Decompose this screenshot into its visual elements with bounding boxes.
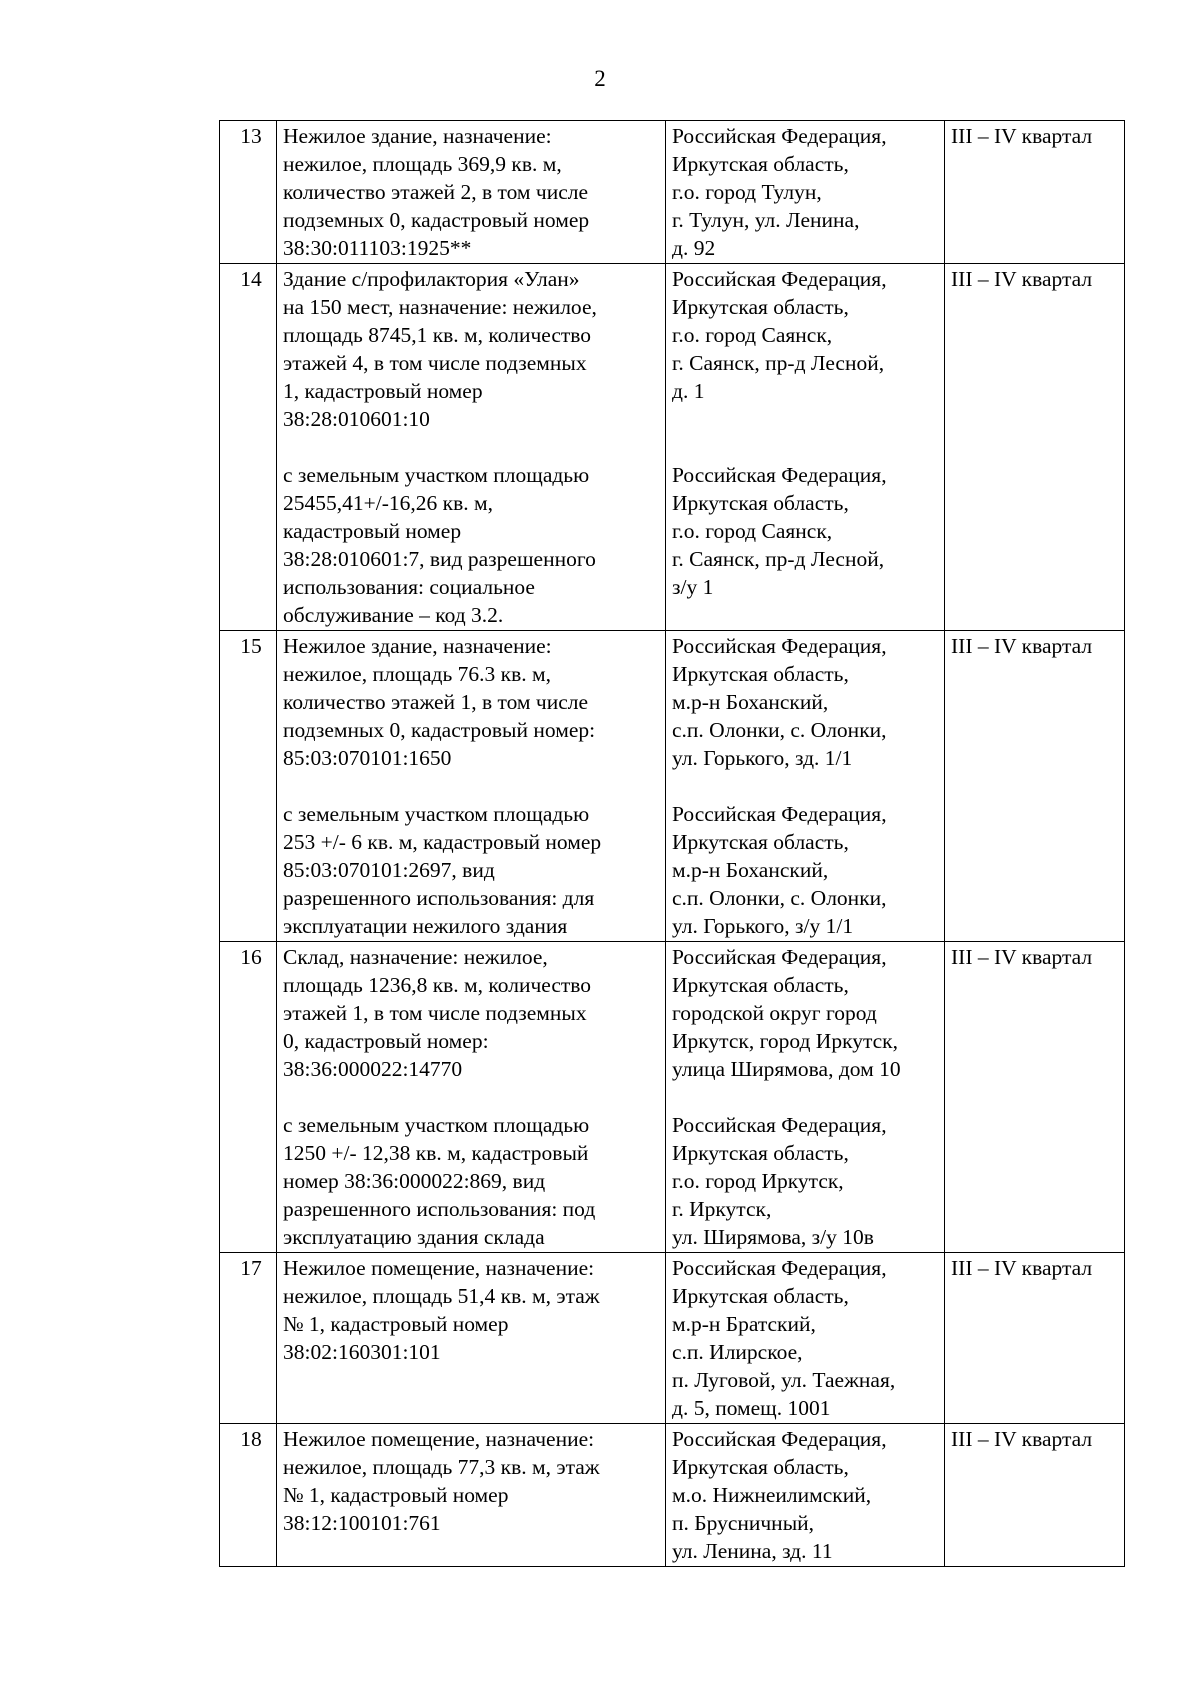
object-description-cell xyxy=(277,121,666,264)
description-line: нежилое, площадь 77,3 кв. м, этаж xyxy=(283,1455,600,1479)
object-description-cell xyxy=(277,1424,666,1567)
description-line: 38:12:100101:761 xyxy=(283,1511,441,1535)
table-row xyxy=(220,1253,1125,1424)
object-address-cell xyxy=(666,631,945,942)
address-line: г.о. город Иркутск, xyxy=(672,1169,844,1193)
address-line: г.о. город Саянск, xyxy=(672,323,833,347)
description-line: Нежилое здание, назначение: xyxy=(283,634,552,658)
address-line: Российская Федерация, xyxy=(672,1256,887,1280)
description-line: подземных 0, кадастровый номер xyxy=(283,208,590,232)
address-line: Российская Федерация, xyxy=(672,802,887,826)
property-table xyxy=(219,120,1125,1567)
description-line: кадастровый номер xyxy=(283,519,462,543)
address-line: Иркутская область, xyxy=(672,295,849,319)
object-description-cell xyxy=(277,1253,666,1424)
description-line: площадь 1236,8 кв. м, количество xyxy=(283,973,592,997)
description-line: 38:02:160301:101 xyxy=(283,1340,441,1364)
address-line: з/у 1 xyxy=(672,575,714,599)
block-spacer xyxy=(672,772,944,800)
description-line: Здание с/профилактория «Улан» xyxy=(283,267,580,291)
row-number: 14 xyxy=(220,264,277,631)
address-line: Иркутская область, xyxy=(672,152,849,176)
address-line: д. 92 xyxy=(672,236,716,260)
address-line: ул. Ширямова, з/у 10в xyxy=(672,1225,874,1249)
description-line: эксплуатацию здания склада xyxy=(283,1225,545,1249)
object-address-cell xyxy=(666,942,945,1253)
description-line: Нежилое помещение, назначение: xyxy=(283,1256,595,1280)
description-line: Нежилое помещение, назначение: xyxy=(283,1427,595,1451)
description-line: 38:28:010601:7, вид разрешенного xyxy=(283,547,596,571)
description-line: нежилое, площадь 76.3 кв. м, xyxy=(283,662,551,686)
address-line: г.о. город Тулун, xyxy=(672,180,822,204)
description-line: этажей 1, в том числе подземных xyxy=(283,1001,587,1025)
description-line: № 1, кадастровый номер xyxy=(283,1312,509,1336)
table-row xyxy=(220,1424,1125,1567)
table-row xyxy=(220,631,1125,942)
description-line: с земельным участком площадью xyxy=(283,802,590,826)
period-cell: III – IV квартал xyxy=(945,264,1125,631)
address-line: с.п. Илирское, xyxy=(672,1340,803,1364)
address-line: м.р-н Боханский, xyxy=(672,690,829,714)
address-line: с.п. Олонки, с. Олонки, xyxy=(672,718,887,742)
description-line: разрешенного использования: для xyxy=(283,886,595,910)
description-line: 0, кадастровый номер: xyxy=(283,1029,489,1053)
address-line: Иркутская область, xyxy=(672,1141,849,1165)
address-line: ул. Ленина, зд. 11 xyxy=(672,1539,833,1563)
description-line: с земельным участком площадью xyxy=(283,463,590,487)
object-address-cell xyxy=(666,121,945,264)
table-row xyxy=(220,942,1125,1253)
description-line: эксплуатации нежилого здания xyxy=(283,914,568,938)
description-line: 1, кадастровый номер xyxy=(283,379,483,403)
description-line: 253 +/- 6 кв. м, кадастровый номер xyxy=(283,830,602,854)
period-cell: III – IV квартал xyxy=(945,1253,1125,1424)
table-body xyxy=(220,121,1125,1567)
period-cell: III – IV квартал xyxy=(945,631,1125,942)
description-line: обслуживание – код 3.2. xyxy=(283,603,504,627)
address-line xyxy=(672,405,944,433)
description-line: 85:03:070101:1650 xyxy=(283,746,452,770)
address-line: Российская Федерация, xyxy=(672,267,887,291)
row-number: 16 xyxy=(220,942,277,1253)
address-line: Иркутская область, xyxy=(672,973,849,997)
address-line: д. 1 xyxy=(672,379,705,403)
description-line: количество этажей 1, в том числе xyxy=(283,690,589,714)
row-number: 18 xyxy=(220,1424,277,1567)
block-spacer xyxy=(283,1083,665,1111)
object-address-cell xyxy=(666,1253,945,1424)
description-line: использования: социальное xyxy=(283,575,535,599)
object-address-cell xyxy=(666,1424,945,1567)
row-number: 17 xyxy=(220,1253,277,1424)
object-description-cell xyxy=(277,264,666,631)
description-line: разрешенного использования: под xyxy=(283,1197,596,1221)
description-line: площадь 8745,1 кв. м, количество xyxy=(283,323,592,347)
address-line: г.о. город Саянск, xyxy=(672,519,833,543)
block-spacer xyxy=(283,772,665,800)
description-line: нежилое, площадь 51,4 кв. м, этаж xyxy=(283,1284,600,1308)
address-line: м.о. Нижнеилимский, xyxy=(672,1483,872,1507)
description-line: подземных 0, кадастровый номер: xyxy=(283,718,596,742)
row-number: 13 xyxy=(220,121,277,264)
page-number: 2 xyxy=(594,66,606,91)
table-row xyxy=(220,121,1125,264)
description-line: № 1, кадастровый номер xyxy=(283,1483,509,1507)
description-line: с земельным участком площадью xyxy=(283,1113,590,1137)
period-cell: III – IV квартал xyxy=(945,121,1125,264)
address-line: п. Брусничный, xyxy=(672,1511,815,1535)
address-line: Иркутская область, xyxy=(672,1284,849,1308)
row-number: 15 xyxy=(220,631,277,942)
address-line: г. Саянск, пр-д Лесной, xyxy=(672,547,885,571)
description-line: 1250 +/- 12,38 кв. м, кадастровый xyxy=(283,1141,589,1165)
address-line: ул. Горького, з/у 1/1 xyxy=(672,914,854,938)
address-line: м.р-н Боханский, xyxy=(672,858,829,882)
address-line: Иркутская область, xyxy=(672,662,849,686)
address-line: м.р-н Братский, xyxy=(672,1312,816,1336)
block-spacer xyxy=(283,433,665,461)
description-line: 85:03:070101:2697, вид xyxy=(283,858,495,882)
address-line: п. Луговой, ул. Таежная, xyxy=(672,1368,896,1392)
address-line: г. Саянск, пр-д Лесной, xyxy=(672,351,885,375)
address-line: Российская Федерация, xyxy=(672,1427,887,1451)
block-spacer xyxy=(672,1083,944,1111)
address-line: Иркутская область, xyxy=(672,491,849,515)
address-line: Российская Федерация, xyxy=(672,634,887,658)
object-description-cell xyxy=(277,942,666,1253)
description-line: этажей 4, в том числе подземных xyxy=(283,351,587,375)
description-line: 38:36:000022:14770 xyxy=(283,1057,463,1081)
description-line: Склад, назначение: нежилое, xyxy=(283,945,548,969)
address-line: Российская Федерация, xyxy=(672,1113,887,1137)
period-cell: III – IV квартал xyxy=(945,942,1125,1253)
address-line: Иркутская область, xyxy=(672,830,849,854)
description-line: нежилое, площадь 369,9 кв. м, xyxy=(283,152,562,176)
address-line: г. Иркутск, xyxy=(672,1197,772,1221)
description-line: номер 38:36:000022:869, вид xyxy=(283,1169,546,1193)
address-line: Российская Федерация, xyxy=(672,124,887,148)
object-description-cell xyxy=(277,631,666,942)
table-row xyxy=(220,264,1125,631)
block-spacer xyxy=(672,433,944,461)
description-line: 38:30:011103:1925** xyxy=(283,236,472,260)
address-line: г. Тулун, ул. Ленина, xyxy=(672,208,860,232)
address-line: Иркутск, город Иркутск, xyxy=(672,1029,898,1053)
address-line: д. 5, помещ. 1001 xyxy=(672,1396,831,1420)
period-cell: III – IV квартал xyxy=(945,1424,1125,1567)
description-line: 25455,41+/-16,26 кв. м, xyxy=(283,491,493,515)
address-line: Российская Федерация, xyxy=(672,945,887,969)
description-line: Нежилое здание, назначение: xyxy=(283,124,552,148)
address-line: Иркутская область, xyxy=(672,1455,849,1479)
address-line: ул. Горького, зд. 1/1 xyxy=(672,746,853,770)
description-line: 38:28:010601:10 xyxy=(283,407,430,431)
address-line: с.п. Олонки, с. Олонки, xyxy=(672,886,887,910)
address-line: улица Ширямова, дом 10 xyxy=(672,1057,901,1081)
description-line: количество этажей 2, в том числе xyxy=(283,180,589,204)
description-line: на 150 мест, назначение: нежилое, xyxy=(283,295,597,319)
object-address-cell xyxy=(666,264,945,631)
address-line: Российская Федерация, xyxy=(672,463,887,487)
address-line: городской округ город xyxy=(672,1001,877,1025)
